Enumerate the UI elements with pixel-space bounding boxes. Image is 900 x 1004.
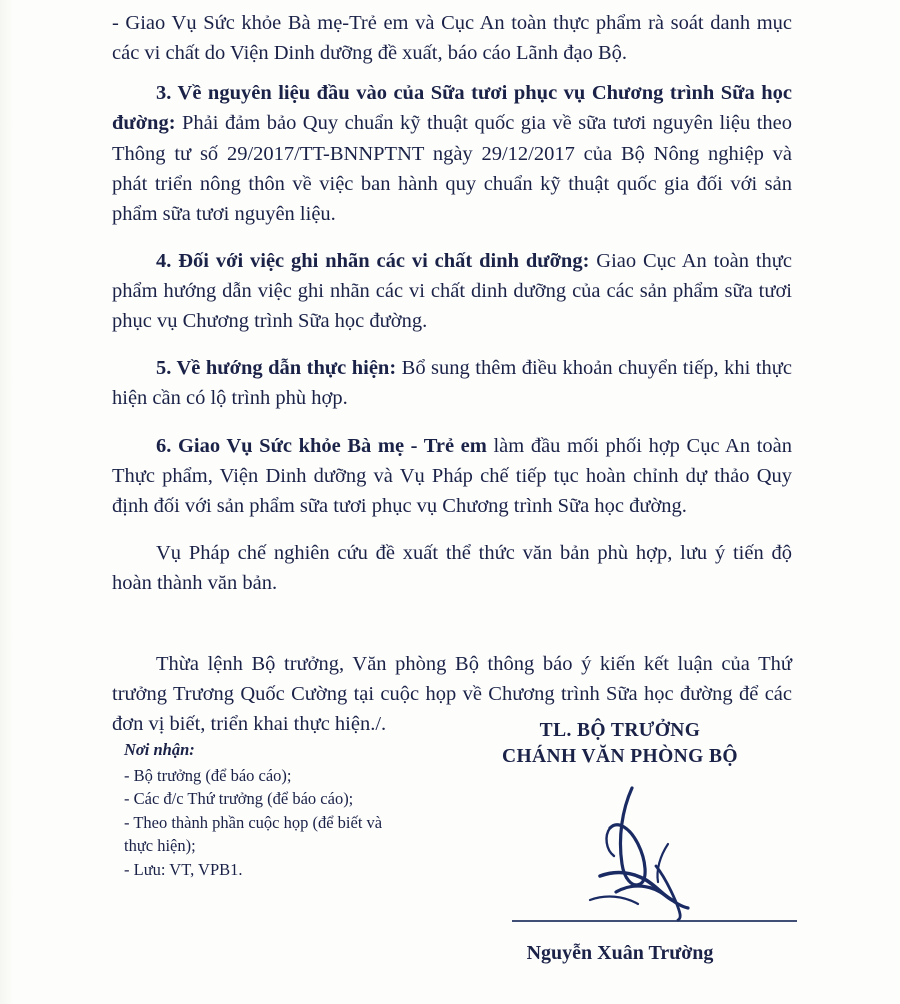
recipients-list [124, 764, 424, 881]
paragraph-text: làm đầu mối phối hợp Cục An toàn Thực phẩm, Viện Dinh dưỡng và Vụ Pháp chế tiếp tục hoàn chỉnh dự thảo Quy định đối với sản phẩm sữa tươi phục vụ Chương trình Sữa học đường. [112, 434, 792, 517]
paragraph-lead: 3. Về nguyên liệu đầu vào của Sữa tươi phục vụ Chương trình Sữa học đường: [112, 82, 792, 135]
list-item: thực hiện); [124, 836, 196, 856]
signature-title-line-1: TL. BỘ TRƯỞNG [539, 720, 701, 741]
paragraph-text: Vụ Pháp chế nghiên cứu đề xuất thể thức văn bản phù hợp, lưu ý tiến độ hoàn thành văn bản. [112, 541, 792, 594]
list-item: - Lưu: VT, VPB1. [124, 859, 243, 879]
paragraph-text: - Giao Vụ Sức khỏe Bà mẹ-Trẻ em và Cục An toàn thực phẩm rà soát danh mục các vi chất do Viện Dinh dưỡng đề xuất, báo cáo Lãnh đạo Bộ. [112, 12, 792, 65]
document-body [112, 8, 792, 743]
paragraph-giao-vu-suc-khoe [112, 8, 792, 68]
paragraph-vu-phap-che [112, 538, 792, 598]
list-item: - Các đ/c Thứ trưởng (để báo cáo); [124, 789, 354, 809]
paragraph-lead: 6. Giao Vụ Sức khỏe Bà mẹ - Trẻ em [156, 434, 487, 457]
signature-title-line-2: CHÁNH VĂN PHÒNG BỘ [502, 745, 738, 767]
paragraph-lead: 5. Về hướng dẫn thực hiện: [156, 357, 397, 380]
paragraph-text: Bổ sung thêm điều khoản chuyển tiếp, khi thực hiện cần có lộ trình phù hợp. [112, 357, 792, 410]
list-item: - Theo thành phần cuộc họp (để biết và [124, 812, 383, 832]
list-item: - Bộ trưởng (để báo cáo); [124, 766, 292, 785]
paragraph-lead: 4. Đối với việc ghi nhãn các vi chất dinh dưỡng: [156, 249, 590, 272]
recipients-block [124, 740, 424, 881]
paragraph-item-4 [112, 246, 792, 336]
paragraph-text: Giao Cục An toàn thực phẩm hướng dẫn việc ghi nhãn các vi chất dinh dưỡng của các sản phẩm sữa tươi phục vụ Chương trình Sữa học đường. [112, 249, 792, 333]
signature-title-block [470, 718, 770, 769]
recipients-title: Nơi nhận: [124, 740, 195, 759]
paragraph-item-5 [112, 353, 792, 413]
paragraph-text: Phải đảm bảo Quy chuẩn kỹ thuật quốc gia về sữa tươi nguyên liệu theo Thông tư số 29/2017/TT-BNNPTNT ngày 29/12/2017 của Bộ Nông nghiệp và phát triển nông thôn về việc ban hành quy chuẩn kỹ thuật quốc gia đối với sản phẩm sữa tươi nguyên liệu. [112, 112, 792, 225]
paragraph-text: Thừa lệnh Bộ trưởng, Văn phòng Bộ thông báo ý kiến kết luận của Thứ trưởng Trương Quốc Cường tại cuộc họp về Chương trình Sữa học đường để các đơn vị biết, triển khai thực hiện./. [112, 653, 792, 736]
signature-rule [512, 920, 797, 922]
paragraph-item-6 [112, 431, 792, 521]
paragraph-item-3 [112, 78, 792, 229]
scan-edge-shadow [0, 0, 14, 1004]
handwritten-signature [560, 780, 750, 930]
signer-name: Nguyễn Xuân Trường [526, 942, 714, 964]
